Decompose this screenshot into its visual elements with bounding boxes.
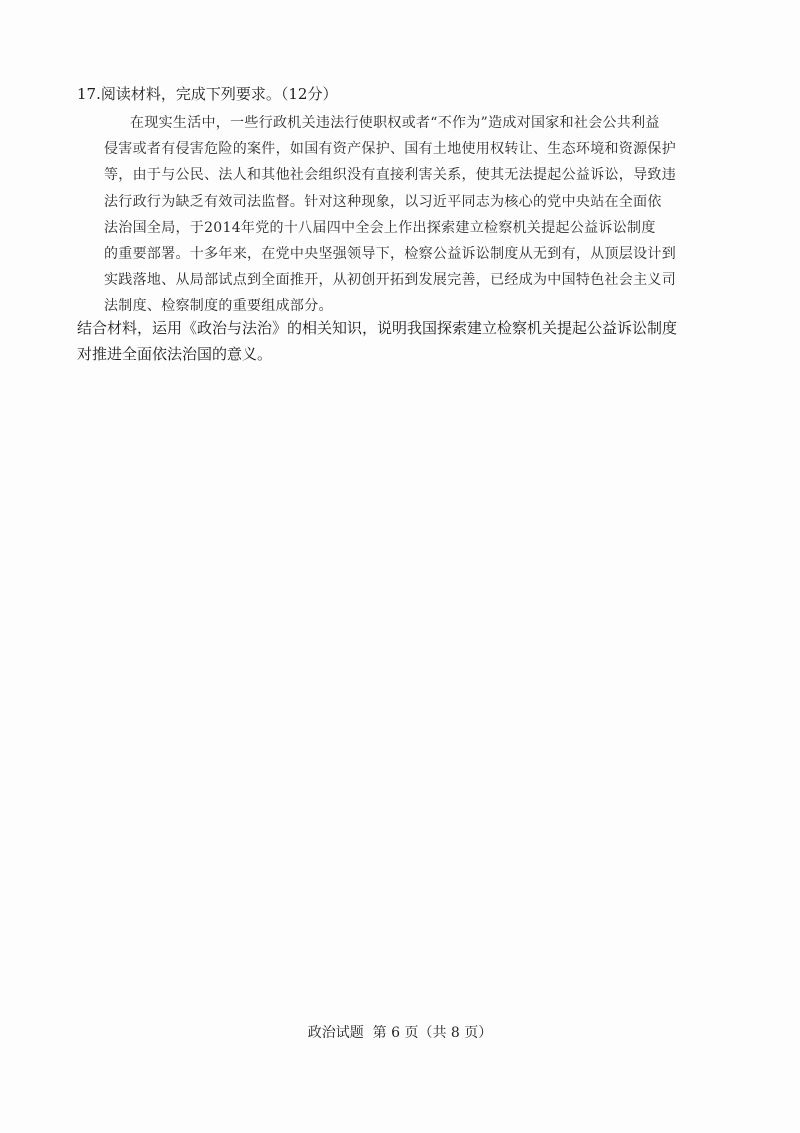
prompt-line: 结合材料，运用《政治与法治》的相关知识，说明我国探索建立检察机关提起公益诉讼制度 [77, 319, 678, 337]
page-footer: 政治试题 第 6 页（共 8 页） [307, 1025, 493, 1041]
material-line: 在现实生活中，一些行政机关违法行使职权或者“不作为”造成对国家和社会公共利益 [130, 115, 660, 131]
material-line: 实践落地、从局部试点到全面推开，从初创开拓到发展完善，已经成为中国特色社会主义司 [104, 272, 676, 289]
question-header: 17.阅读材料，完成下列要求。（12分） [77, 85, 338, 103]
material-line: 法制度、检察制度的重要组成部分。 [104, 298, 333, 315]
material-line: 侵害或者有侵害危险的案件，如国有资产保护、国有土地使用权转让、生态环境和资源保护 [104, 141, 676, 158]
material-line: 的重要部署。十多年来，在党中央坚强领导下，检察公益诉讼制度从无到有，从顶层设计到 [104, 245, 676, 262]
material-line: 法行政行为缺乏有效司法监督。针对这种现象，以习近平同志为核心的党中央站在全面依 [104, 193, 662, 210]
question-prompt [77, 315, 727, 367]
material-line: 法治国全局，于2014年党的十八届四中全会上作出探索建立检察机关提起公益诉讼制度 [104, 219, 656, 236]
prompt-line: 对推进全面依法治国的意义。 [77, 345, 273, 363]
material-passage [104, 110, 716, 320]
material-line: 等，由于与公民、法人和其他社会组织没有直接利害关系，使其无法提起公益诉讼，导致违 [104, 167, 676, 184]
